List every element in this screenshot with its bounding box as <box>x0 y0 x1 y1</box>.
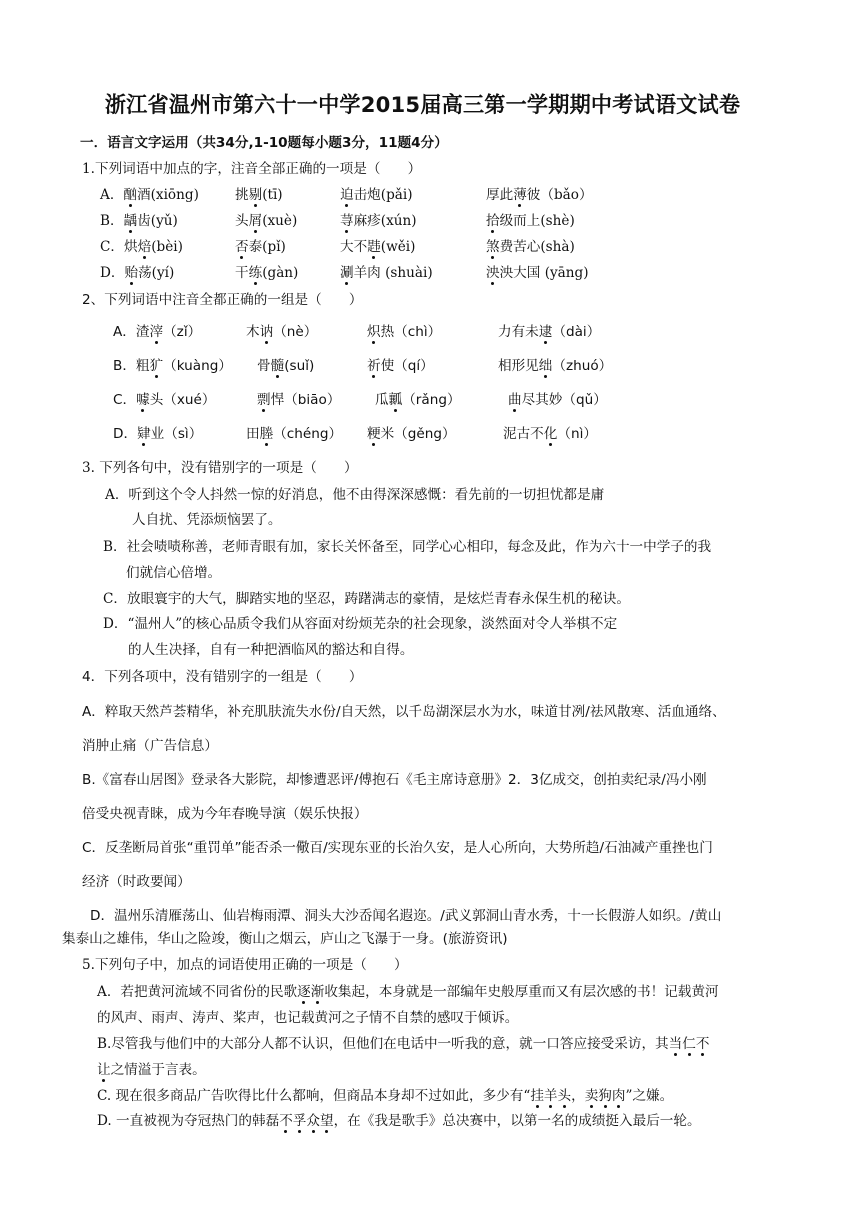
q2-option-c-2: 剽悍（biāo） <box>257 392 341 408</box>
q1-option-d-3: 涮羊肉 (shuài) <box>340 265 433 281</box>
q1-option-a-4: 厚此薄彼（bǎo） <box>486 187 593 203</box>
q4-option-a-line2: 消肿止痛（广告信息） <box>82 738 218 754</box>
q3-option-a-line1: A．听到这个令人抖然一惊的好消息，他不由得深深感慨：看先前的一切担忧都是庸 <box>105 487 605 503</box>
q5-option-a-line2: 的风声、雨声、涛声、桨声，也记载黄河之子情不自禁的感叹于倾诉。 <box>97 1010 519 1026</box>
q1-option-d-2: 干练(gàn) <box>235 265 299 281</box>
q2-option-d-3: 粳米（gěng） <box>367 426 456 442</box>
q2-option-d-1: D．肄业（sì） <box>113 426 203 442</box>
q1-stem: 1.下列词语中加点的字，注音全部正确的一项是（ ） <box>82 161 422 177</box>
q3-option-d-line1: D．“温州人”的核心品质令我们从容面对纷烦芜杂的社会现象，淡然面对令人举棋不定 <box>103 616 618 632</box>
q5-option-d: D. 一直被视为夺冠热门的韩磊不孚众望，在《我是歌手》总决赛中，以第一名的成绩挺入最后一轮。 <box>97 1113 701 1129</box>
q2-option-a-2: 木讷（nè） <box>246 324 318 340</box>
q2-option-a-1: A．渣滓（zǐ） <box>113 324 202 340</box>
q4-option-d-line1: D．温州乐清雁荡山、仙岩梅雨潭、洞头大沙岙闻名遐迩。/武义郭洞山青水秀，十一长假游人如织。/黄山 <box>90 908 722 924</box>
q1-option-d-4: 泱泱大国 (yāng) <box>486 265 589 281</box>
q2-option-d-2: 田塍（chéng） <box>246 426 343 442</box>
q2-option-c-4: 曲尽其妙（qǔ） <box>508 392 607 408</box>
q3-option-c: C．放眼寰宇的大气，脚踏实地的坚忍，踌躇满志的豪情，是炫烂青春永保生机的秘诀。 <box>103 591 630 607</box>
q5-option-c: C. 现在很多商品广告吹得比什么都响，但商品本身却不过如此，多少有“挂羊头，卖狗肉”之嫌。 <box>97 1088 674 1104</box>
q4-option-b-line1: B.《富春山居图》登录各大影院，却惨遭恶评/傅抱石《毛主席诗意册》2．3亿成交，创拍卖纪录/冯小刚 <box>82 772 707 788</box>
q1-option-c-1: C．烘焙(bèi) <box>100 239 183 255</box>
q2-stem: 2、下列词语中注音全都正确的一组是（ ） <box>82 292 363 308</box>
q5-stem: 5.下列句子中，加点的词语使用正确的一项是（ ） <box>82 957 408 973</box>
q3-option-d-line2: 的人生决择，自有一种把酒临风的豁达和自得。 <box>128 642 414 658</box>
q1-option-c-3: 大不韪(wěi) <box>340 239 416 255</box>
q2-option-b-2: 骨髓(suǐ) <box>257 358 315 374</box>
q2-option-c-1: C．噱头（xué） <box>113 392 216 408</box>
q2-option-b-3: 祈使（qí） <box>367 358 434 374</box>
q2-option-b-1: B．粗犷（kuàng） <box>113 358 232 374</box>
q1-option-b-2: 头屑(xuè) <box>235 213 298 229</box>
q3-option-b-line2: 们就信心倍增。 <box>126 565 222 581</box>
q4-option-d-line2: 集泰山之雄伟，华山之险竣，衡山之烟云，庐山之飞瀑于一身。(旅游资讯) <box>62 931 508 947</box>
q4-option-c-line2: 经济（时政要闻） <box>82 874 191 890</box>
q3-option-b-line1: B．社会啧啧称善，老师青眼有加，家长关怀备至，同学心心相印，每念及此，作为六十一中学子的我 <box>103 539 712 555</box>
q5-option-b-line2: 让之情溢于言表。 <box>97 1062 206 1078</box>
q5-option-a-line1: A．若把黄河流域不同省份的民歌逐渐收集起，本身就是一部编年史般厚重而又有层次感的书！记载黄河 <box>97 984 719 1000</box>
q1-option-a-1: A．酗酒(xiōng) <box>100 187 199 203</box>
q3-option-a-line2: 人自扰、凭添烦恼罢了。 <box>132 512 282 528</box>
q1-option-a-2: 挑剔(tī) <box>235 187 283 203</box>
q2-option-d-4: 泥古不化（nì） <box>503 426 597 442</box>
q1-option-a-3: 迫击炮(pǎi) <box>340 187 413 203</box>
q2-option-c-3: 瓜瓤（rǎng） <box>375 392 461 408</box>
page-title: 浙江省温州市第六十一中学2015届高三第一学期期中考试语文试卷 <box>104 93 741 118</box>
q1-option-b-1: B．龋齿(yǔ) <box>100 213 178 229</box>
q2-option-a-4: 力有未逮（dài） <box>498 324 601 340</box>
q3-stem: 3. 下列各句中，没有错别字的一项是（ ） <box>82 460 358 476</box>
q1-option-b-3: 荨麻疹(xún) <box>340 213 417 229</box>
q1-option-b-4: 拾级而上(shè) <box>486 213 575 229</box>
q4-option-b-line2: 倍受央视青睐，成为今年春晚导演（娱乐快报） <box>82 806 368 822</box>
q4-stem: 4．下列各项中，没有错别字的一组是（ ） <box>82 669 363 685</box>
q1-option-c-2: 否泰(pǐ) <box>235 239 286 255</box>
q1-option-d-1: D．贻荡(yí) <box>100 265 175 281</box>
q5-option-b-line1: B.尽管我与他们中的大部分人都不认识，但他们在电话中一听我的意，就一口答应接受采访，其当仁不 <box>97 1036 710 1052</box>
q1-option-c-4: 煞费苦心(shà) <box>486 239 575 255</box>
q4-option-c-line1: C．反垄断局首张“重罚单”能否杀一儆百/实现东亚的长治久安，是人心所向，大势所趋/石油减产重挫也门 <box>82 840 713 856</box>
q2-option-a-3: 炽热（chì） <box>367 324 442 340</box>
q2-option-b-4: 相形见绌（zhuó） <box>498 358 613 374</box>
q4-option-a-line1: A．粹取天然芦荟精华，补充肌肤流失水份/自天然，以千岛湖深层水为水，味道甘冽/祛风散寒、活血通络、 <box>82 704 726 720</box>
section-heading: 一．语言文字运用（共34分,1-10题每小题3分，11题4分） <box>80 135 448 151</box>
